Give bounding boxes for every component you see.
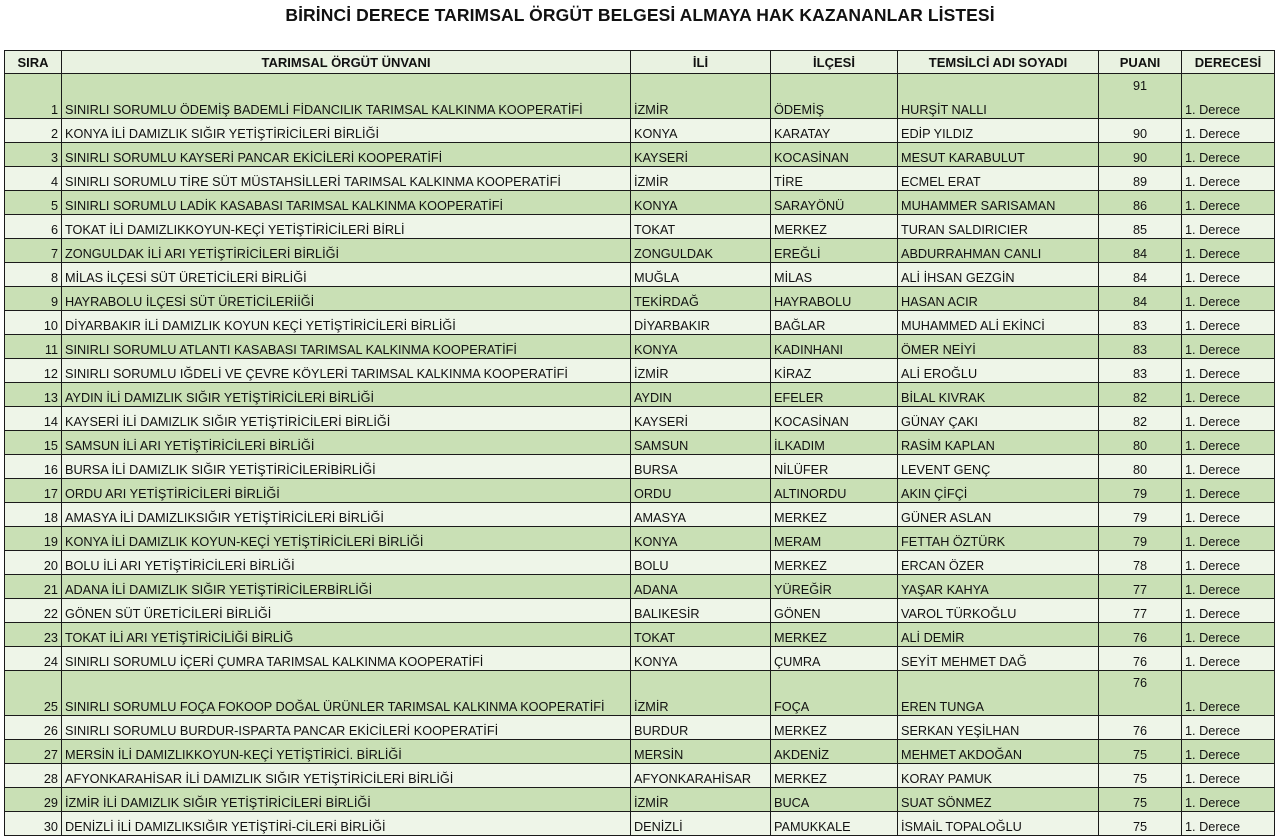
table-row bbox=[5, 287, 1275, 311]
cell-il: İZMİR bbox=[631, 74, 771, 119]
cell-sira: 27 bbox=[5, 740, 62, 764]
cell-sira: 26 bbox=[5, 716, 62, 740]
cell-unvan: DİYARBAKIR İLİ DAMIZLIK KOYUN KEÇİ YETİŞTİRİCİLERİ BİRLİĞİ bbox=[62, 311, 631, 335]
cell-sira: 19 bbox=[5, 527, 62, 551]
cell-il: KAYSERİ bbox=[631, 143, 771, 167]
cell-sira: 4 bbox=[5, 167, 62, 191]
cell-ilce: BAĞLAR bbox=[771, 311, 898, 335]
cell-puan: 76 bbox=[1099, 671, 1182, 716]
cell-derece: 1. Derece bbox=[1182, 287, 1275, 311]
table-row bbox=[5, 263, 1275, 287]
results-table bbox=[4, 50, 1275, 836]
cell-il: DENİZLİ bbox=[631, 812, 771, 836]
cell-puan: 76 bbox=[1099, 623, 1182, 647]
cell-derece: 1. Derece bbox=[1182, 167, 1275, 191]
cell-derece: 1. Derece bbox=[1182, 311, 1275, 335]
column-header-puan: PUANI bbox=[1099, 51, 1182, 74]
cell-puan: 75 bbox=[1099, 788, 1182, 812]
table-row bbox=[5, 623, 1275, 647]
cell-ilce: YÜREĞİR bbox=[771, 575, 898, 599]
cell-temsilci: SERKAN YEŞİLHAN bbox=[898, 716, 1099, 740]
cell-ilce: EFELER bbox=[771, 383, 898, 407]
table-row bbox=[5, 647, 1275, 671]
cell-il: AFYONKARAHİSAR bbox=[631, 764, 771, 788]
table-row bbox=[5, 143, 1275, 167]
cell-il: TOKAT bbox=[631, 215, 771, 239]
cell-temsilci: MUHAMMED ALİ EKİNCİ bbox=[898, 311, 1099, 335]
cell-ilce: MERKEZ bbox=[771, 716, 898, 740]
cell-puan: 83 bbox=[1099, 359, 1182, 383]
cell-ilce: MERKEZ bbox=[771, 764, 898, 788]
cell-puan: 75 bbox=[1099, 764, 1182, 788]
cell-temsilci: ÖMER NEİYİ bbox=[898, 335, 1099, 359]
cell-ilce: NİLÜFER bbox=[771, 455, 898, 479]
cell-puan: 85 bbox=[1099, 215, 1182, 239]
cell-puan: 76 bbox=[1099, 716, 1182, 740]
cell-sira: 7 bbox=[5, 239, 62, 263]
cell-il: BOLU bbox=[631, 551, 771, 575]
cell-sira: 3 bbox=[5, 143, 62, 167]
cell-derece: 1. Derece bbox=[1182, 671, 1275, 716]
cell-il: SAMSUN bbox=[631, 431, 771, 455]
cell-ilce: KARATAY bbox=[771, 119, 898, 143]
table-row bbox=[5, 215, 1275, 239]
table-row bbox=[5, 407, 1275, 431]
cell-ilce: FOÇA bbox=[771, 671, 898, 716]
cell-ilce: MERKEZ bbox=[771, 623, 898, 647]
cell-unvan: SAMSUN İLİ ARI YETİŞTİRİCİLERİ BİRLİĞİ bbox=[62, 431, 631, 455]
header-row bbox=[5, 51, 1275, 74]
cell-puan: 89 bbox=[1099, 167, 1182, 191]
cell-temsilci: MUHAMMER SARISAMAN bbox=[898, 191, 1099, 215]
cell-il: BURSA bbox=[631, 455, 771, 479]
cell-il: BALIKESİR bbox=[631, 599, 771, 623]
cell-derece: 1. Derece bbox=[1182, 335, 1275, 359]
cell-unvan: ADANA İLİ DAMIZLIK SIĞIR YETİŞTİRİCİLERBİRLİĞİ bbox=[62, 575, 631, 599]
cell-sira: 8 bbox=[5, 263, 62, 287]
cell-il: ZONGULDAK bbox=[631, 239, 771, 263]
cell-sira: 9 bbox=[5, 287, 62, 311]
cell-ilce: MİLAS bbox=[771, 263, 898, 287]
cell-puan: 90 bbox=[1099, 143, 1182, 167]
cell-puan: 83 bbox=[1099, 335, 1182, 359]
cell-il: MUĞLA bbox=[631, 263, 771, 287]
cell-derece: 1. Derece bbox=[1182, 263, 1275, 287]
cell-temsilci: MEHMET AKDOĞAN bbox=[898, 740, 1099, 764]
cell-sira: 6 bbox=[5, 215, 62, 239]
cell-unvan: HAYRABOLU İLÇESİ SÜT ÜRETİCİLERİİĞİ bbox=[62, 287, 631, 311]
cell-puan: 83 bbox=[1099, 311, 1182, 335]
cell-temsilci: ECMEL ERAT bbox=[898, 167, 1099, 191]
cell-derece: 1. Derece bbox=[1182, 455, 1275, 479]
cell-unvan: BOLU İLİ ARI YETİŞTİRİCİLERİ BİRLİĞİ bbox=[62, 551, 631, 575]
cell-unvan: SINIRLI SORUMLU LADİK KASABASI TARIMSAL KALKINMA KOOPERATİFİ bbox=[62, 191, 631, 215]
cell-sira: 28 bbox=[5, 764, 62, 788]
cell-il: MERSİN bbox=[631, 740, 771, 764]
table-row bbox=[5, 431, 1275, 455]
cell-il: BURDUR bbox=[631, 716, 771, 740]
column-header-unvan: TARIMSAL ÖRGÜT ÜNVANI bbox=[62, 51, 631, 74]
cell-ilce: TİRE bbox=[771, 167, 898, 191]
cell-puan: 78 bbox=[1099, 551, 1182, 575]
cell-unvan: SINIRLI SORUMLU KAYSERİ PANCAR EKİCİLERİ KOOPERATİFİ bbox=[62, 143, 631, 167]
table-body bbox=[5, 74, 1275, 836]
cell-il: ADANA bbox=[631, 575, 771, 599]
table-row bbox=[5, 479, 1275, 503]
cell-il: DİYARBAKIR bbox=[631, 311, 771, 335]
table-row bbox=[5, 812, 1275, 836]
column-header-sira: SIRA bbox=[5, 51, 62, 74]
cell-derece: 1. Derece bbox=[1182, 575, 1275, 599]
cell-derece: 1. Derece bbox=[1182, 143, 1275, 167]
cell-unvan: SINIRLI SORUMLU FOÇA FOKOOP DOĞAL ÜRÜNLER TARIMSAL KALKINMA KOOPERATİFİ bbox=[62, 671, 631, 716]
cell-puan: 84 bbox=[1099, 263, 1182, 287]
cell-ilce: ÖDEMİŞ bbox=[771, 74, 898, 119]
cell-temsilci: BİLAL KIVRAK bbox=[898, 383, 1099, 407]
cell-temsilci: ALİ İHSAN GEZGİN bbox=[898, 263, 1099, 287]
cell-unvan: GÖNEN SÜT ÜRETİCİLERİ BİRLİĞİ bbox=[62, 599, 631, 623]
page-title: BİRİNCİ DERECE TARIMSAL ÖRGÜT BELGESİ ALMAYA HAK KAZANANLAR LİSTESİ bbox=[285, 5, 995, 25]
cell-puan: 77 bbox=[1099, 599, 1182, 623]
cell-ilce: MERKEZ bbox=[771, 215, 898, 239]
cell-sira: 13 bbox=[5, 383, 62, 407]
cell-ilce: MERKEZ bbox=[771, 503, 898, 527]
cell-ilce: KOCASİNAN bbox=[771, 407, 898, 431]
cell-ilce: AKDENİZ bbox=[771, 740, 898, 764]
cell-temsilci: KORAY PAMUK bbox=[898, 764, 1099, 788]
cell-unvan: TOKAT İLİ ARI YETİŞTİRİCİLİĞİ BİRLİĞ bbox=[62, 623, 631, 647]
cell-derece: 1. Derece bbox=[1182, 431, 1275, 455]
cell-puan: 76 bbox=[1099, 647, 1182, 671]
table-row bbox=[5, 335, 1275, 359]
cell-sira: 16 bbox=[5, 455, 62, 479]
cell-ilce: KİRAZ bbox=[771, 359, 898, 383]
table-row bbox=[5, 551, 1275, 575]
cell-temsilci: TURAN SALDIRICIER bbox=[898, 215, 1099, 239]
cell-sira: 17 bbox=[5, 479, 62, 503]
cell-temsilci: ALİ EROĞLU bbox=[898, 359, 1099, 383]
cell-ilce: EREĞLİ bbox=[771, 239, 898, 263]
cell-puan: 82 bbox=[1099, 407, 1182, 431]
table-row bbox=[5, 359, 1275, 383]
table-row bbox=[5, 311, 1275, 335]
cell-ilce: ÇUMRA bbox=[771, 647, 898, 671]
cell-puan: 75 bbox=[1099, 812, 1182, 836]
cell-temsilci: İSMAİL TOPALOĞLU bbox=[898, 812, 1099, 836]
cell-sira: 15 bbox=[5, 431, 62, 455]
cell-unvan: TOKAT İLİ DAMIZLIKKOYUN-KEÇİ YETİŞTİRİCİLERİ BİRLİ bbox=[62, 215, 631, 239]
cell-sira: 21 bbox=[5, 575, 62, 599]
cell-unvan: KONYA İLİ DAMIZLIK SIĞIR YETİŞTİRİCİLERİ BİRLİĞİ bbox=[62, 119, 631, 143]
column-header-ilce: İLÇESİ bbox=[771, 51, 898, 74]
cell-il: KONYA bbox=[631, 647, 771, 671]
cell-unvan: SINIRLI SORUMLU İÇERİ ÇUMRA TARIMSAL KALKINMA KOOPERATİFİ bbox=[62, 647, 631, 671]
cell-unvan: ZONGULDAK İLİ ARI YETİŞTİRİCİLERİ BİRLİĞİ bbox=[62, 239, 631, 263]
cell-temsilci: AKIN ÇİFÇİ bbox=[898, 479, 1099, 503]
cell-temsilci: EREN TUNGA bbox=[898, 671, 1099, 716]
cell-derece: 1. Derece bbox=[1182, 647, 1275, 671]
cell-sira: 20 bbox=[5, 551, 62, 575]
column-header-temsilci: TEMSİLCİ ADI SOYADI bbox=[898, 51, 1099, 74]
cell-unvan: MERSİN İLİ DAMIZLIKKOYUN-KEÇİ YETİŞTİRİCİ. BİRLİĞİ bbox=[62, 740, 631, 764]
cell-sira: 10 bbox=[5, 311, 62, 335]
cell-ilce: KOCASİNAN bbox=[771, 143, 898, 167]
table-row bbox=[5, 599, 1275, 623]
cell-derece: 1. Derece bbox=[1182, 503, 1275, 527]
table-row bbox=[5, 239, 1275, 263]
column-header-derece: DERECESİ bbox=[1182, 51, 1275, 74]
cell-derece: 1. Derece bbox=[1182, 74, 1275, 119]
cell-derece: 1. Derece bbox=[1182, 191, 1275, 215]
cell-temsilci: RASİM KAPLAN bbox=[898, 431, 1099, 455]
cell-il: İZMİR bbox=[631, 167, 771, 191]
cell-ilce: MERKEZ bbox=[771, 551, 898, 575]
cell-temsilci: EDİP YILDIZ bbox=[898, 119, 1099, 143]
cell-derece: 1. Derece bbox=[1182, 716, 1275, 740]
table-row bbox=[5, 191, 1275, 215]
cell-derece: 1. Derece bbox=[1182, 239, 1275, 263]
cell-puan: 79 bbox=[1099, 527, 1182, 551]
cell-sira: 2 bbox=[5, 119, 62, 143]
cell-sira: 12 bbox=[5, 359, 62, 383]
cell-unvan: SINIRLI SORUMLU IĞDELİ VE ÇEVRE KÖYLERİ TARIMSAL KALKINMA KOOPERATİFİ bbox=[62, 359, 631, 383]
cell-unvan: DENİZLİ İLİ DAMIZLIKSIĞIR YETİŞTİRİ-CİLERİ BİRLİĞİ bbox=[62, 812, 631, 836]
cell-derece: 1. Derece bbox=[1182, 764, 1275, 788]
cell-ilce: KADINHANI bbox=[771, 335, 898, 359]
cell-ilce: İLKADIM bbox=[771, 431, 898, 455]
cell-il: ORDU bbox=[631, 479, 771, 503]
cell-unvan: KONYA İLİ DAMIZLIK KOYUN-KEÇİ YETİŞTİRİCİLERİ BİRLİĞİ bbox=[62, 527, 631, 551]
cell-il: KONYA bbox=[631, 119, 771, 143]
cell-sira: 23 bbox=[5, 623, 62, 647]
cell-il: TOKAT bbox=[631, 623, 771, 647]
table-row bbox=[5, 455, 1275, 479]
cell-il: İZMİR bbox=[631, 359, 771, 383]
cell-temsilci: HURŞİT NALLI bbox=[898, 74, 1099, 119]
cell-il: AYDIN bbox=[631, 383, 771, 407]
cell-ilce: BUCA bbox=[771, 788, 898, 812]
cell-il: KONYA bbox=[631, 527, 771, 551]
cell-unvan: ORDU ARI YETİŞTİRİCİLERİ BİRLİĞİ bbox=[62, 479, 631, 503]
cell-derece: 1. Derece bbox=[1182, 215, 1275, 239]
table-row bbox=[5, 671, 1275, 716]
cell-temsilci: YAŞAR KAHYA bbox=[898, 575, 1099, 599]
cell-ilce: GÖNEN bbox=[771, 599, 898, 623]
cell-derece: 1. Derece bbox=[1182, 527, 1275, 551]
cell-derece: 1. Derece bbox=[1182, 623, 1275, 647]
cell-il: AMASYA bbox=[631, 503, 771, 527]
cell-ilce: PAMUKKALE bbox=[771, 812, 898, 836]
cell-puan: 79 bbox=[1099, 479, 1182, 503]
cell-unvan: SINIRLI SORUMLU ATLANTI KASABASI TARIMSAL KALKINMA KOOPERATİFİ bbox=[62, 335, 631, 359]
cell-puan: 79 bbox=[1099, 503, 1182, 527]
cell-temsilci: LEVENT GENÇ bbox=[898, 455, 1099, 479]
cell-unvan: SINIRLI SORUMLU TİRE SÜT MÜSTAHSİLLERİ TARIMSAL KALKINMA KOOPERATİFİ bbox=[62, 167, 631, 191]
cell-sira: 1 bbox=[5, 74, 62, 119]
cell-unvan: SINIRLI SORUMLU BURDUR-ISPARTA PANCAR EKİCİLERİ KOOPERATİFİ bbox=[62, 716, 631, 740]
table-row bbox=[5, 119, 1275, 143]
cell-ilce: ALTINORDU bbox=[771, 479, 898, 503]
cell-sira: 22 bbox=[5, 599, 62, 623]
table-row bbox=[5, 716, 1275, 740]
cell-il: İZMİR bbox=[631, 788, 771, 812]
cell-sira: 11 bbox=[5, 335, 62, 359]
cell-derece: 1. Derece bbox=[1182, 599, 1275, 623]
cell-sira: 30 bbox=[5, 812, 62, 836]
cell-sira: 5 bbox=[5, 191, 62, 215]
cell-sira: 14 bbox=[5, 407, 62, 431]
cell-unvan: AMASYA İLİ DAMIZLIKSIĞIR YETİŞTİRİCİLERİ BİRLİĞİ bbox=[62, 503, 631, 527]
cell-temsilci: SUAT SÖNMEZ bbox=[898, 788, 1099, 812]
table-row bbox=[5, 383, 1275, 407]
cell-derece: 1. Derece bbox=[1182, 119, 1275, 143]
cell-temsilci: GÜNAY ÇAKI bbox=[898, 407, 1099, 431]
cell-il: İZMİR bbox=[631, 671, 771, 716]
cell-puan: 82 bbox=[1099, 383, 1182, 407]
cell-unvan: İZMİR İLİ DAMIZLIK SIĞIR YETİŞTİRİCİLERİ BİRLİĞİ bbox=[62, 788, 631, 812]
cell-ilce: HAYRABOLU bbox=[771, 287, 898, 311]
cell-derece: 1. Derece bbox=[1182, 359, 1275, 383]
cell-il: KONYA bbox=[631, 191, 771, 215]
cell-temsilci: ABDURRAHMAN CANLI bbox=[898, 239, 1099, 263]
table-row bbox=[5, 575, 1275, 599]
cell-derece: 1. Derece bbox=[1182, 812, 1275, 836]
cell-puan: 90 bbox=[1099, 119, 1182, 143]
cell-puan: 80 bbox=[1099, 431, 1182, 455]
cell-il: KAYSERİ bbox=[631, 407, 771, 431]
cell-temsilci: VAROL TÜRKOĞLU bbox=[898, 599, 1099, 623]
cell-unvan: AYDIN İLİ DAMIZLIK SIĞIR YETİŞTİRİCİLERİ BİRLİĞİ bbox=[62, 383, 631, 407]
table-row bbox=[5, 527, 1275, 551]
cell-temsilci: FETTAH ÖZTÜRK bbox=[898, 527, 1099, 551]
cell-sira: 18 bbox=[5, 503, 62, 527]
cell-ilce: MERAM bbox=[771, 527, 898, 551]
cell-sira: 25 bbox=[5, 671, 62, 716]
column-header-il: İLİ bbox=[631, 51, 771, 74]
cell-sira: 24 bbox=[5, 647, 62, 671]
table-row bbox=[5, 167, 1275, 191]
cell-unvan: AFYONKARAHİSAR İLİ DAMIZLIK SIĞIR YETİŞTİRİCİLERİ BİRLİĞİ bbox=[62, 764, 631, 788]
cell-puan: 77 bbox=[1099, 575, 1182, 599]
cell-derece: 1. Derece bbox=[1182, 551, 1275, 575]
cell-puan: 86 bbox=[1099, 191, 1182, 215]
table-row bbox=[5, 74, 1275, 119]
cell-unvan: BURSA İLİ DAMIZLIK SIĞIR YETİŞTİRİCİLERİBİRLİĞİ bbox=[62, 455, 631, 479]
cell-puan: 80 bbox=[1099, 455, 1182, 479]
cell-puan: 84 bbox=[1099, 287, 1182, 311]
cell-derece: 1. Derece bbox=[1182, 407, 1275, 431]
cell-derece: 1. Derece bbox=[1182, 383, 1275, 407]
cell-sira: 29 bbox=[5, 788, 62, 812]
cell-unvan: KAYSERİ İLİ DAMIZLIK SIĞIR YETİŞTİRİCİLERİ BİRLİĞİ bbox=[62, 407, 631, 431]
table-row bbox=[5, 740, 1275, 764]
cell-temsilci: HASAN ACIR bbox=[898, 287, 1099, 311]
cell-temsilci: SEYİT MEHMET DAĞ bbox=[898, 647, 1099, 671]
cell-puan: 91 bbox=[1099, 74, 1182, 119]
table-row bbox=[5, 764, 1275, 788]
cell-derece: 1. Derece bbox=[1182, 479, 1275, 503]
table-row bbox=[5, 788, 1275, 812]
cell-temsilci: ALİ DEMİR bbox=[898, 623, 1099, 647]
cell-unvan: MİLAS İLÇESİ SÜT ÜRETİCİLERİ BİRLİĞİ bbox=[62, 263, 631, 287]
table-row bbox=[5, 503, 1275, 527]
cell-puan: 75 bbox=[1099, 740, 1182, 764]
cell-il: KONYA bbox=[631, 335, 771, 359]
cell-temsilci: MESUT KARABULUT bbox=[898, 143, 1099, 167]
cell-derece: 1. Derece bbox=[1182, 740, 1275, 764]
cell-derece: 1. Derece bbox=[1182, 788, 1275, 812]
cell-puan: 84 bbox=[1099, 239, 1182, 263]
cell-ilce: SARAYÖNÜ bbox=[771, 191, 898, 215]
cell-temsilci: ERCAN ÖZER bbox=[898, 551, 1099, 575]
cell-il: TEKİRDAĞ bbox=[631, 287, 771, 311]
cell-temsilci: GÜNER ASLAN bbox=[898, 503, 1099, 527]
cell-unvan: SINIRLI SORUMLU ÖDEMİŞ BADEMLİ FİDANCILIK TARIMSAL KALKINMA KOOPERATİFİ bbox=[62, 74, 631, 119]
